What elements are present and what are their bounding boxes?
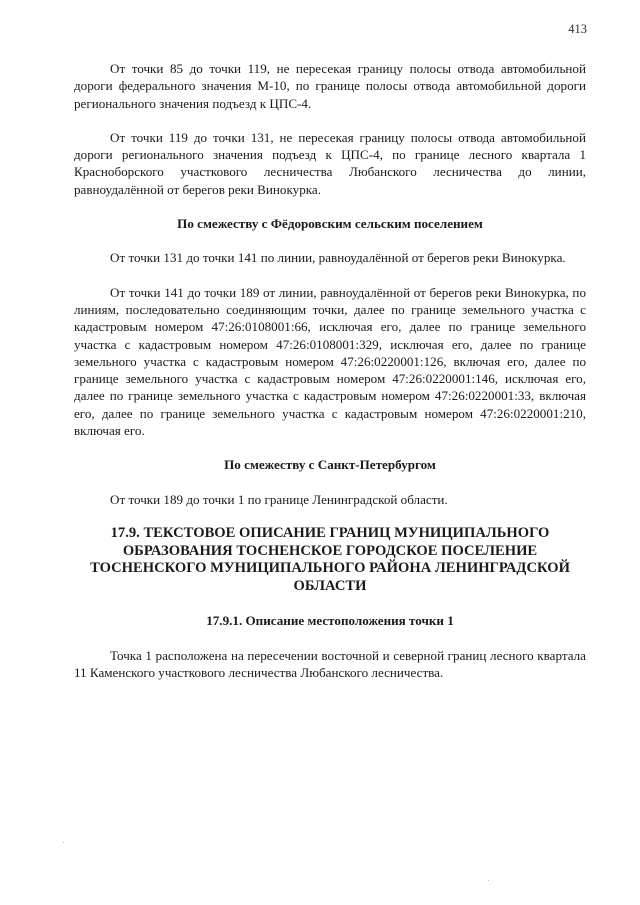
document-body — [74, 60, 586, 681]
paragraph-points-119-131: От точки 119 до точки 131, не пересекая границу полосы отвода автомобильной дороги регионального значения подъезд к ЦПС-4, по границе лесного квартала 1 Красноборского участкового лесничества Любанского лесничества до линии, равноудалённой от берегов реки Винокурка. — [74, 129, 586, 197]
scan-speck — [63, 842, 64, 843]
page-number: 413 — [568, 22, 587, 36]
paragraph-points-85-119: От точки 85 до точки 119, не пересекая границу полосы отвода автомобильной дороги федерального значения М-10, по границе полосы отвода автомобильной дороги регионального значения подъезд к ЦПС-4. — [74, 61, 586, 111]
paragraph-points-141-189: От точки 141 до точки 189 от линии, равноудалённой от берегов реки Винокурка, по линиям, последовательно соединяющим точки, далее по границе земельного участка с кадастровым номером 47:26:0108001:66, исключая его, далее по границе земельного участка с кадастровым номером 47:26:0108001:329, исключая его, далее по границе земельного участка с кадастровым номером 47:26:0220001:126, включая его, далее по границе земельного участка с кадастровым номером 47:26:0220001:146, исключая его, далее по границе земельного участка с кадастровым номером 47:26:0220001:33, включая его, далее по границе земельного участка с кадастровым номером 47:26:0220001:210, включая его. — [74, 284, 586, 439]
subheading-fedorovskoe: По смежеству с Фёдоровским сельским поселением — [177, 216, 483, 232]
section-title-17-9: 17.9. ТЕКСТОВОЕ ОПИСАНИЕ ГРАНИЦ МУНИЦИПАЛЬНОГО ОБРАЗОВАНИЯ ТОСНЕНСКОЕ ГОРОДСКОЕ ПОСЕЛЕНИЕ ТОСНЕНСКОГО МУНИЦИПАЛЬНОГО РАЙОНА ЛЕНИНГРАДСКОЙ ОБЛАСТИ — [90, 524, 570, 594]
subsection-title-17-9-1: 17.9.1. Описание местоположения точки 1 — [206, 613, 454, 629]
scan-speck — [488, 880, 489, 881]
paragraph-points-189-1: От точки 189 до точки 1 по границе Ленинградской области. — [110, 491, 448, 507]
paragraph-points-131-141: От точки 131 до точки 141 по линии, равноудалённой от берегов реки Винокурка. — [110, 250, 566, 266]
subheading-saint-petersburg: По смежеству с Санкт-Петербургом — [224, 457, 436, 473]
paragraph-point-1-location: Точка 1 расположена на пересечении восточной и северной границ лесного квартала 11 Каменского участкового лесничества Любанского лесничества. — [74, 647, 586, 680]
